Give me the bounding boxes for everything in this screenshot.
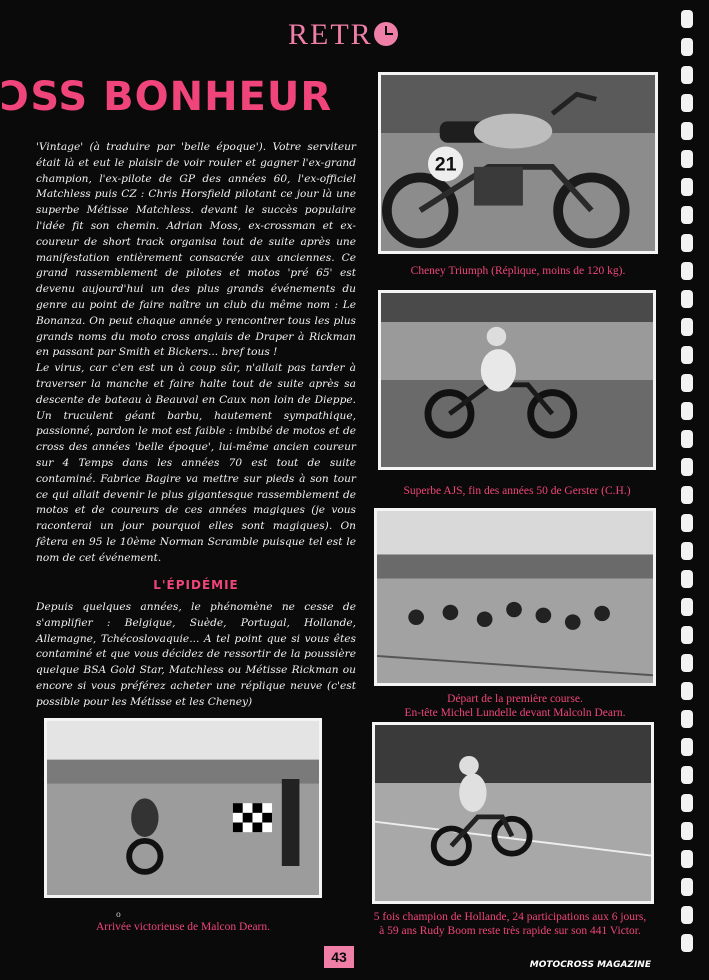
photo-race-start <box>374 508 656 686</box>
film-hole <box>681 850 693 868</box>
photo-victorious-arrival <box>44 718 322 898</box>
film-hole <box>681 430 693 448</box>
caption-photo-5-line-1: 5 fois champion de Hollande, 24 participations aux 6 jours, <box>373 911 647 923</box>
photo-ajs <box>378 290 656 470</box>
caption-photo-5 <box>360 910 660 938</box>
film-hole <box>681 794 693 812</box>
film-hole <box>681 542 693 560</box>
film-hole <box>681 402 693 420</box>
article-paragraph-3: Depuis quelques années, le phénomène ne cesse de s'amplifier : Belgique, Suède, Portugal, Hollande, Allemagne, Tchécoslovaquie... A tel point que si vous êtes contaminé et que vous décidez de ressortir de la poussière quelque BSA Gold Star, Matchless ou Métisse Rickman ou encore si vous préférez acheter une réplique neuve (c'est possible pour les Métisse et les Cheney) <box>36 601 356 708</box>
film-hole <box>681 38 693 56</box>
film-hole <box>681 682 693 700</box>
film-hole <box>681 66 693 84</box>
film-hole <box>681 122 693 140</box>
caption-photo-2: Superbe AJS, fin des années 50 de Gerster (C.H.) <box>403 485 631 497</box>
film-hole <box>681 458 693 476</box>
film-hole <box>681 626 693 644</box>
film-hole <box>681 738 693 756</box>
photo-rudy-boom <box>372 722 654 904</box>
subheading: L'ÉPIDÉMIE <box>153 578 239 592</box>
film-hole <box>681 486 693 504</box>
caption-photo-3 <box>374 692 656 720</box>
film-hole <box>681 766 693 784</box>
film-hole <box>681 94 693 112</box>
film-hole <box>681 654 693 672</box>
film-hole <box>681 178 693 196</box>
magazine-name: MOTOCROSS MAGAZINE <box>529 960 651 970</box>
article-paragraph-1: 'Vintage' (à traduire par 'belle époque'). Votre serviteur était là et eut le plaisir de voir rouler et gagner l'ex-grand champion, l'ex-pilote de GP des années 60, l'ex-officiel Matchless puis CZ : Chris Horsfield pilotant ce jour là une superbe Métisse Matchless. devant le succès populaire l'idée fit son chemin. Adrian Moss, ex-crossman et ex-coureur de short track organisa tout de suite après une manifestation entièrement consacrée aux anciennes. Ce grand rassemblement de pilotes et motos 'pré 65' est devenu aujourd'hui un des plus grands événements du genre au point de faire naître un club du même nom : Le Bonanza. On peut chaque année y rencontrer tous les plus grands noms du moto cross anglais de Draper à Rickman en passant par Smith et Bickers... bref tous ! <box>36 141 356 359</box>
article-paragraph-2: Le virus, car c'en est un à coup sûr, n'allait pas tarder à traverser la manche et faire halte tout de suite après sa descente de bateau à Beauval en Caux non loin de Dieppe. Un truculent géant barbu, hautement sympathique, passionné, pardon le mot est faible : imbibé de motos et de cross des années 'belle époque', lui-même ancien coureur sur 4 Temps dans les années 70 est tout de suite contaminé. Fabrice Bagire va mettre sur pieds à son tour ce qui allait devenir le plus gigantesque rassemblement de motos et de coureurs de ces années magiques (je vous raconterai un jour pourquoi elles sont magiques). On fêtera en 95 le 10ème Norman Scramble puisque tel est le nom de cet événement. <box>36 362 356 564</box>
caption-photo-5-line-2: à 59 ans Rudy Boom reste très rapide sur son 441 Victor. <box>379 925 641 937</box>
stray-mark: o <box>116 910 121 919</box>
film-hole <box>681 374 693 392</box>
film-strip-decoration <box>681 10 695 962</box>
caption-photo-3-line-1: Départ de la première course. <box>447 693 583 705</box>
caption-photo-4: Arrivée victorieuse de Malcon Dearn. <box>95 921 271 933</box>
section-header: RETR <box>288 18 398 52</box>
caption-photo-3-line-2: En-tête Michel Lundelle devant Malcoln Dearn. <box>404 707 626 719</box>
article-body <box>36 140 356 567</box>
film-hole <box>681 514 693 532</box>
film-hole <box>681 934 693 952</box>
film-hole <box>681 906 693 924</box>
film-hole <box>681 822 693 840</box>
race-number: 21 <box>434 153 457 176</box>
film-hole <box>681 598 693 616</box>
caption-photo-1: Cheney Triumph (Réplique, moins de 120 kg). <box>410 265 626 277</box>
film-hole <box>681 290 693 308</box>
film-hole <box>681 710 693 728</box>
page-number: 43 <box>324 946 354 968</box>
film-hole <box>681 10 693 28</box>
film-hole <box>681 150 693 168</box>
article-title: ƆSS BONHEUR <box>0 74 333 120</box>
film-hole <box>681 234 693 252</box>
photo-cheney-triumph <box>378 72 658 254</box>
film-hole <box>681 318 693 336</box>
film-hole <box>681 206 693 224</box>
film-hole <box>681 878 693 896</box>
film-hole <box>681 346 693 364</box>
clock-icon <box>374 22 398 46</box>
film-hole <box>681 570 693 588</box>
film-hole <box>681 262 693 280</box>
